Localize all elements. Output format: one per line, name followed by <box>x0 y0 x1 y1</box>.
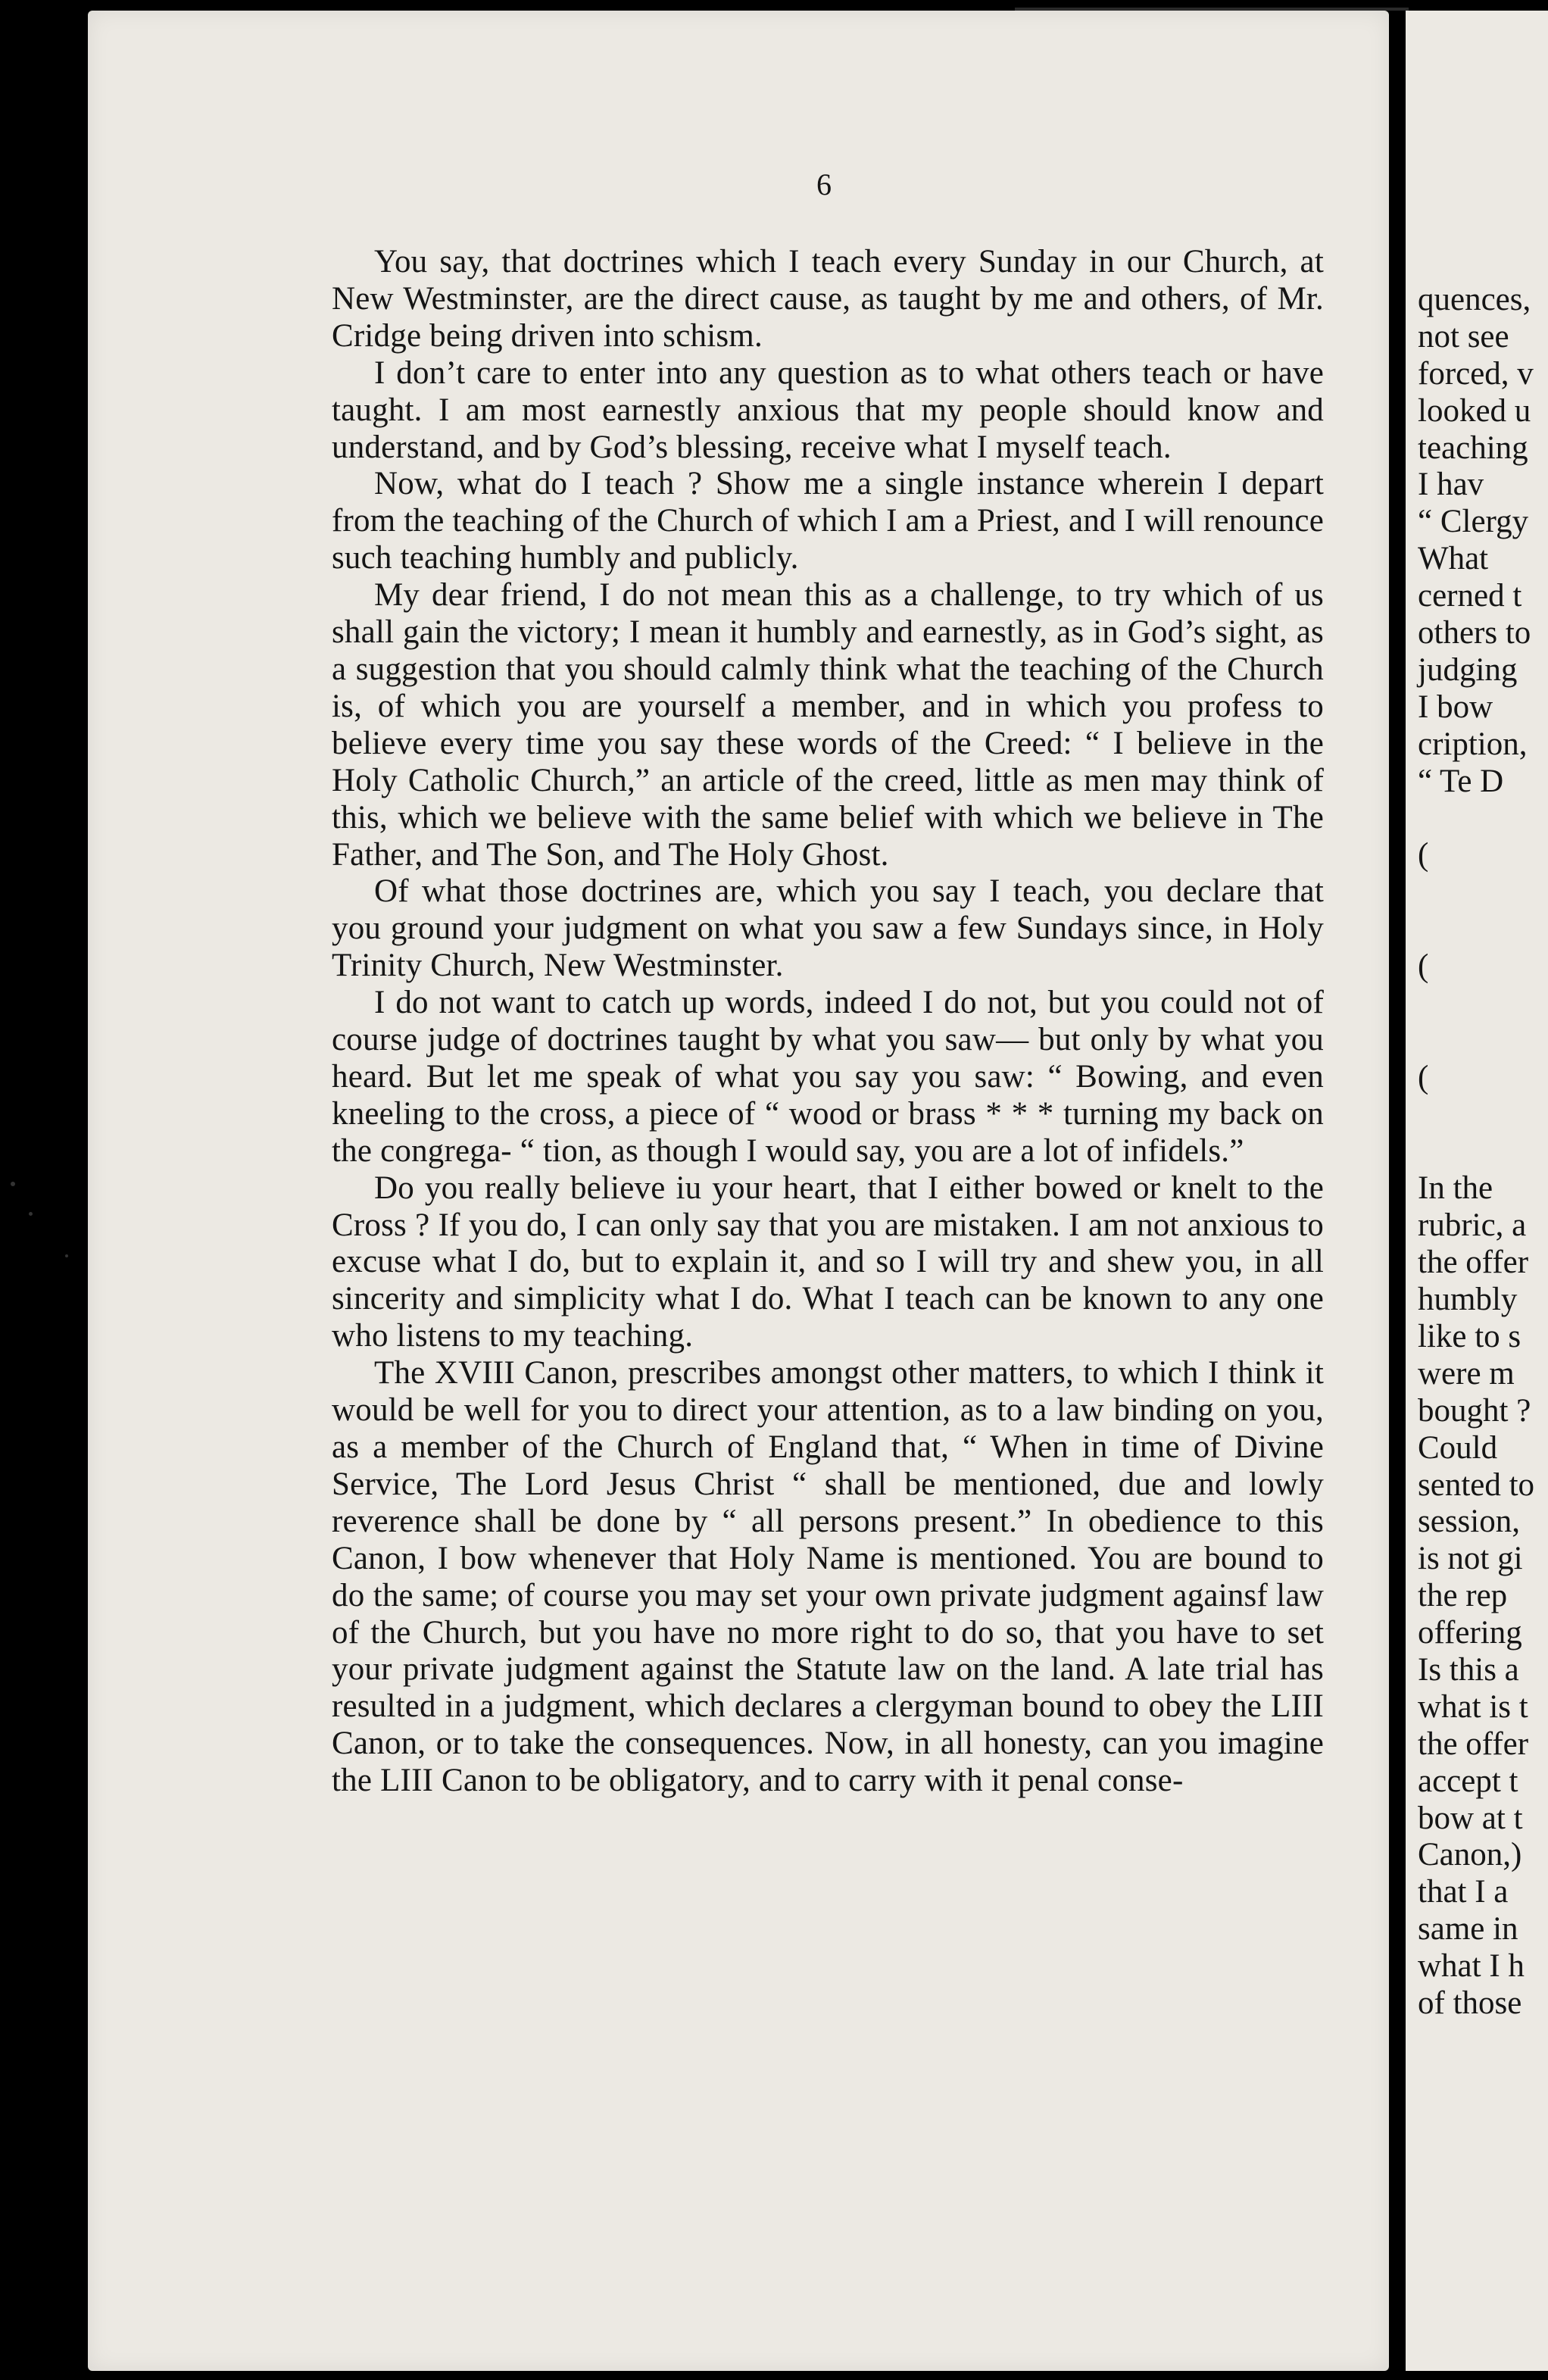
right-page-line: same in <box>1418 1911 1518 1947</box>
right-page-line: teaching <box>1418 429 1528 466</box>
paragraph: Of what those doctrines are, which you say I teach, you declare that you ground your judgment on what you saw a few Sundays since, in Holy Trinity Church, New Westminster. <box>332 873 1324 984</box>
right-page-line: others to <box>1418 615 1531 651</box>
right-page-line: Could <box>1418 1429 1498 1466</box>
right-page-line: cription, <box>1418 726 1528 762</box>
right-page-line: cerned t <box>1418 578 1522 614</box>
right-page-line: what I h <box>1418 1948 1525 1985</box>
right-page-line: “ Te D <box>1418 763 1504 799</box>
right-page-line <box>1418 911 1548 948</box>
right-page-line: looked u <box>1418 392 1531 429</box>
right-page-line: what is t <box>1418 1688 1528 1725</box>
right-page-line: Canon,) <box>1418 1837 1522 1873</box>
right-page-line <box>1418 800 1548 837</box>
right-page-line <box>1418 1097 1548 1134</box>
right-page-line: I bow <box>1418 689 1493 725</box>
right-page-line <box>1418 1133 1548 1170</box>
scan-speck <box>29 1212 33 1216</box>
paragraph: I do not want to catch up words, indeed I do not, but you could not of course judge of doctrines taught by what you saw— but only by what you heard. But let me speak of what you say you saw: “ Bowing, and even kneeling to the cross, a piece of “ wood or brass * * * turning my back on the congrega- “ tion, as though I would say, you are a lot of infidels.” <box>332 985 1324 1169</box>
right-page-line: judging <box>1418 651 1518 688</box>
right-page-line <box>1418 1023 1548 1060</box>
right-page-line: that I a <box>1418 1874 1509 1910</box>
paragraph: My dear friend, I do not mean this as a challenge, to try which of us shall gain the victory; I mean it humbly and earnestly, as in God’s sight, as a suggestion that you should calmly think what the teaching of the Church is, of which you are yourself a member, and in which you profess to believe every time you say these words of the Creed: “ I believe in the Holy Catholic Church,” an article of the creed, little as men may think of this, which we believe with the same belief with which we believe in The Father, and The Son, and The Holy Ghost. <box>332 577 1324 873</box>
right-page-line: quences, <box>1418 282 1531 317</box>
right-page-line: bow at t <box>1418 1800 1523 1836</box>
right-page-line: accept t <box>1418 1763 1518 1799</box>
right-page-line: humbly <box>1418 1282 1518 1318</box>
paragraph: I don’t care to enter into any question as to what others teach or have taught. I am most earnestly anxious that my people should know and understand, and by God’s blessing, receive what I myself teach. <box>332 355 1324 465</box>
right-page-line: rubric, a <box>1418 1207 1527 1244</box>
right-page-line: the offer <box>1418 1726 1529 1762</box>
right-page-line: ( <box>1418 948 1429 985</box>
right-page-line: sented to <box>1418 1466 1535 1503</box>
right-page-line: In the <box>1418 1170 1493 1207</box>
right-page-line: of those <box>1418 1985 1522 2021</box>
right-page-line: ( <box>1418 837 1429 873</box>
right-page-line: forced, v <box>1418 355 1534 392</box>
right-page-line: the offer <box>1418 1245 1529 1281</box>
right-page-text <box>1418 282 1548 2022</box>
right-page-line <box>1418 874 1548 911</box>
paragraph: Do you really believe iu your heart, that I either bowed or knelt to the Cross ? If you do, I can only say that you are mistaken. I am not anxious to excuse what I do, but to explain it, and so I will try and shew you, in all sincerity and simplicity what I do. What I teach can be known to any one who listens to my teaching. <box>332 1170 1324 1354</box>
right-page-line: is not gi <box>1418 1541 1523 1577</box>
page-number: 6 <box>816 167 832 201</box>
right-page-line: session, <box>1418 1504 1520 1540</box>
right-page-line: I hav <box>1418 467 1484 503</box>
right-page-line: “ Clergy <box>1418 504 1529 540</box>
scan-speck <box>11 1182 15 1186</box>
right-page-line <box>1418 985 1548 1023</box>
right-page-line: offering <box>1418 1615 1522 1651</box>
right-page-line: ( <box>1418 1059 1429 1095</box>
paragraph: Now, what do I teach ? Show me a single instance wherein I depart from the teaching of the Church of which I am a Priest, and I will renounce such teaching humbly and publicly. <box>332 466 1324 576</box>
right-page-line: bought ? <box>1418 1392 1531 1429</box>
right-page-line: Is this a <box>1418 1651 1519 1688</box>
paragraph: You say, that doctrines which I teach every Sunday in our Church, at New Westminster, are the direct cause, as taught by me and others, of Mr. Cridge being driven into schism. <box>332 244 1324 354</box>
right-page-line: the rep <box>1418 1578 1508 1614</box>
paragraph: The XVIII Canon, prescribes amongst other matters, to which I think it would be well for you to direct your attention, as to a law binding on you, as a member of the Church of England that, “ When in time of Divine Service, The Lord Jesus Christ “ shall be mentioned, due and lowly reverence shall be done by “ all persons present.” In obedience to this Canon, I bow whenever that Holy Name is mentioned. You are bound to do the same; of course you may set your own private judgment againsf law of the Church, but you have no more right to do so, that you have to set your private judgment against the Statute law on the land. A late trial has resulted in a judgment, which declares a clergyman bound to obey the LIII Canon, or to take the consequences. Now, in all honesty, can you imagine the LIII Canon to be obligatory, and to carry with it penal conse- <box>332 1355 1324 1799</box>
right-page-line: What <box>1418 541 1489 577</box>
right-page-line: were m <box>1418 1355 1515 1391</box>
right-page-line: like to s <box>1418 1318 1521 1354</box>
left-page-text <box>332 244 1324 1800</box>
right-page-line: not see <box>1418 318 1509 355</box>
scan-speck <box>65 1254 68 1257</box>
